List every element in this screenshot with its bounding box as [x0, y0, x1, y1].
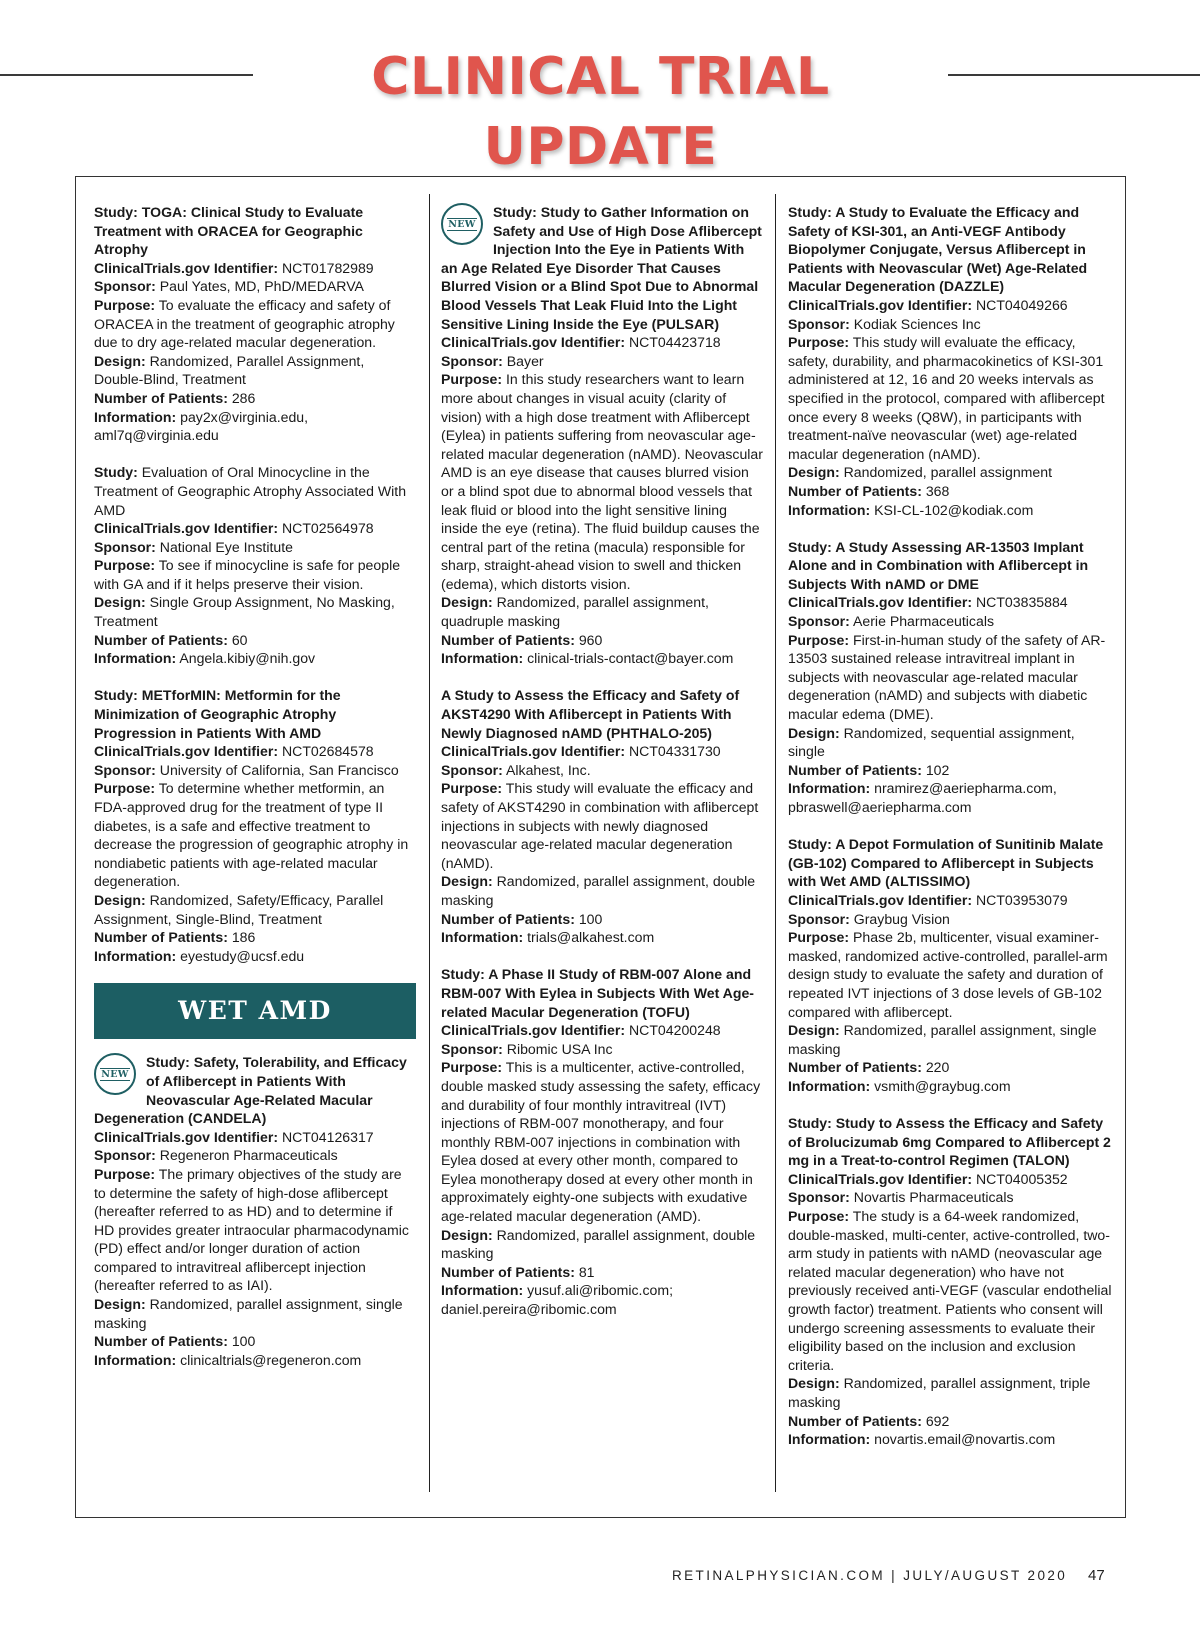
- patients-label: Number of Patients:: [788, 1412, 922, 1429]
- new-badge-icon: [441, 203, 483, 245]
- sponsor-line: [94, 277, 416, 296]
- sponsor-value: Aerie Pharmaceuticals: [853, 613, 994, 630]
- identifier-label: ClinicalTrials.gov Identifier:: [94, 743, 279, 760]
- sponsor-line: [788, 910, 1112, 929]
- identifier-label: ClinicalTrials.gov Identifier:: [441, 743, 626, 760]
- purpose-label: Purpose:: [441, 780, 503, 797]
- study-label: Study:: [94, 464, 138, 481]
- purpose-value: To determine whether metformin, an FDA-approved drug for the treatment of type II diabetes, is a safe and effective treatment to decrease the progression of geographic atrophy in nondiabetic patients with age-related macular degeneration.: [94, 780, 409, 890]
- design-label: Design:: [441, 1226, 493, 1243]
- sponsor-line: [788, 612, 1112, 631]
- patients-line: [94, 1332, 416, 1351]
- design-value: Randomized, parallel assignment: [843, 464, 1052, 481]
- patients-label: Number of Patients:: [441, 1263, 575, 1280]
- sponsor-label: Sponsor:: [441, 761, 503, 778]
- purpose-label: Purpose:: [441, 371, 503, 388]
- information-line: [94, 649, 416, 668]
- purpose-value: To see if minocycline is safe for people with GA and if it helps preserve their vision.: [94, 557, 401, 592]
- purpose-line: [94, 296, 416, 352]
- patients-value: 220: [925, 1059, 950, 1076]
- sponsor-value: Novartis Pharmaceuticals: [853, 1189, 1014, 1206]
- design-label: Design:: [441, 594, 493, 611]
- patients-value: 81: [578, 1263, 595, 1280]
- identifier-line: [788, 891, 1112, 910]
- design-line: [94, 593, 416, 630]
- purpose-line: [788, 333, 1112, 463]
- identifier-value: NCT02684578: [281, 743, 374, 760]
- sponsor-line: [441, 1040, 764, 1059]
- sponsor-label: Sponsor:: [788, 910, 850, 927]
- patients-label: Number of Patients:: [94, 1333, 228, 1350]
- information-line: [94, 1351, 416, 1370]
- study-title: Study: Study to Gather Information on Safety and Use of High Dose Aflibercept Injection Into the Eye in Patients With an Age Related Eye Disorder That Causes Blurred Vision or a Blind Spot Due to Abnormal Blood Vessels That Leak Fluid Into the Light Sensitive Lining Inside the Eye (PULSAR): [441, 204, 762, 332]
- information-line: [788, 1430, 1112, 1449]
- purpose-label: Purpose:: [94, 296, 156, 313]
- design-label: Design:: [94, 352, 146, 369]
- patients-value: 186: [231, 929, 256, 946]
- patients-label: Number of Patients:: [94, 389, 228, 406]
- study-entry: [441, 686, 764, 946]
- purpose-line: [788, 1207, 1112, 1374]
- study-title: Study: Study to Assess the Efficacy and Safety of Brolucizumab 6mg Compared to Aflibercept 2 mg in a Treat-to-control Regimen (TALON): [788, 1115, 1111, 1169]
- purpose-value: This study will evaluate the efficacy, safety, durability, and pharmacokinetics of KSI-301 administered at 12, 16 and 20 weeks intervals as specified in the protocol, compared with aflibercept once every 8 weeks (Q8W), in participants with treatment-naïve neovascular (wet) age-related macular degeneration (nAMD).: [788, 334, 1105, 462]
- patients-value: 100: [578, 910, 603, 927]
- identifier-line: [788, 1170, 1112, 1189]
- sponsor-line: [441, 761, 764, 780]
- design-value: Randomized, parallel assignment, single masking: [788, 1022, 1097, 1057]
- sponsor-line: [788, 1188, 1112, 1207]
- design-line: [788, 1021, 1112, 1058]
- information-label: Information:: [94, 1351, 177, 1368]
- information-line: [441, 928, 764, 947]
- purpose-line: [441, 370, 764, 593]
- study-title: Study: A Depot Formulation of Sunitinib Malate (GB-102) Compared to Aflibercept in Subjects with Wet AMD (ALTISSIMO): [788, 836, 1104, 890]
- patients-value: 100: [231, 1333, 256, 1350]
- sponsor-label: Sponsor:: [441, 352, 503, 369]
- patients-line: [788, 1058, 1112, 1077]
- study-entry: [441, 965, 764, 1318]
- section-banner-wet-amd: WET AMD: [94, 983, 416, 1039]
- patients-line: [788, 1412, 1112, 1431]
- page-number: 47: [1088, 1567, 1105, 1584]
- column-2: [441, 203, 764, 1337]
- sponsor-label: Sponsor:: [788, 315, 850, 332]
- sponsor-value: Kodiak Sciences Inc: [853, 315, 981, 332]
- new-badge-label: NEW: [448, 218, 476, 230]
- study-title: Study: A Study to Evaluate the Efficacy and Safety of KSI-301, an Anti-VEGF Antibody Biopolymer Conjugate, Versus Aflibercept in Patients with Neovascular (Wet) Age-Related Macular Degeneration (DAZZLE): [788, 204, 1088, 295]
- information-value: novartis.email@novartis.com: [874, 1431, 1056, 1448]
- design-label: Design:: [788, 464, 840, 481]
- sponsor-value: Regeneron Pharmaceuticals: [159, 1147, 338, 1164]
- patients-value: 286: [231, 389, 256, 406]
- sponsor-line: [94, 1146, 416, 1165]
- information-value: clinicaltrials@regeneron.com: [180, 1351, 362, 1368]
- patients-value: 368: [925, 482, 950, 499]
- sponsor-label: Sponsor:: [94, 538, 156, 555]
- identifier-label: ClinicalTrials.gov Identifier:: [94, 1128, 279, 1145]
- identifier-line: [94, 259, 416, 278]
- study-title: Study: A Study Assessing AR-13503 Implant Alone and in Combination with Aflibercept in Subjects With nAMD or DME: [788, 538, 1089, 592]
- column-3: [788, 203, 1112, 1467]
- design-label: Design:: [441, 873, 493, 890]
- patients-label: Number of Patients:: [441, 910, 575, 927]
- design-line: [788, 463, 1112, 482]
- patients-line: [94, 928, 416, 947]
- purpose-value: This study will evaluate the efficacy and safety of AKST4290 in combination with aflibercept injections in subjects with newly diagnosed neovascular age-related macular degeneration (nAMD).: [441, 780, 759, 871]
- information-label: Information:: [94, 408, 177, 425]
- design-line: [94, 352, 416, 389]
- identifier-line: [441, 742, 764, 761]
- purpose-line: [788, 928, 1112, 1021]
- sponsor-value: Bayer: [506, 352, 544, 369]
- new-badge-label: NEW: [101, 1068, 129, 1080]
- design-line: [94, 1295, 416, 1332]
- information-value: eyestudy@ucsf.edu: [180, 947, 305, 964]
- purpose-line: [441, 779, 764, 872]
- sponsor-value: University of California, San Francisco: [159, 761, 399, 778]
- purpose-value: Phase 2b, multicenter, visual examiner-masked, randomized active-controlled, parallel-arm design study to evaluate the safety and duration of repeated IVT injections of 3 dose levels of GB-102 compared with aflibercept.: [788, 929, 1108, 1020]
- sponsor-label: Sponsor:: [94, 278, 156, 295]
- identifier-label: ClinicalTrials.gov Identifier:: [441, 334, 626, 351]
- information-line: [788, 501, 1112, 520]
- sponsor-value: Alkahest, Inc.: [506, 761, 591, 778]
- information-value: KSI-CL-102@kodiak.com: [874, 501, 1034, 518]
- purpose-value: First-in-human study of the safety of AR-13503 sustained release intravitreal implant in subjects with neovascular age-related macular degeneration (nAMD) and subjects with diabetic macular edema (DME).: [788, 631, 1106, 723]
- purpose-line: [94, 779, 416, 891]
- identifier-value: NCT04200248: [628, 1022, 721, 1039]
- identifier-label: ClinicalTrials.gov Identifier:: [788, 1170, 973, 1187]
- sponsor-label: Sponsor:: [94, 761, 156, 778]
- identifier-value: NCT01782989: [281, 259, 374, 276]
- study-entry: [94, 203, 416, 445]
- information-line: [788, 1077, 1112, 1096]
- identifier-value: NCT03835884: [975, 594, 1068, 611]
- purpose-label: Purpose:: [94, 780, 156, 797]
- purpose-value: The primary objectives of the study are to determine the safety of high-dose aflibercept (hereafter referred to as HD) and to determine if HD provides greater intraocular pharmacodynamic (PD) effect and/or longer duration of action compared to intravitreal aflibercept injection (hereafter referred to as IAI).: [94, 1165, 409, 1294]
- design-line: [788, 724, 1112, 761]
- identifier-label: ClinicalTrials.gov Identifier:: [94, 259, 279, 276]
- identifier-label: ClinicalTrials.gov Identifier:: [788, 594, 973, 611]
- design-value: Randomized, parallel assignment, triple masking: [788, 1375, 1091, 1410]
- purpose-line: [788, 631, 1112, 724]
- study-entry: [788, 538, 1112, 817]
- design-value: Randomized, parallel assignment, single masking: [94, 1296, 403, 1331]
- information-label: Information:: [788, 780, 871, 797]
- patients-value: 692: [925, 1412, 950, 1429]
- patients-label: Number of Patients:: [788, 1059, 922, 1076]
- identifier-label: ClinicalTrials.gov Identifier:: [441, 1022, 626, 1039]
- patients-label: Number of Patients:: [441, 631, 575, 648]
- information-value: trials@alkahest.com: [527, 929, 655, 946]
- identifier-value: NCT03953079: [975, 891, 1068, 908]
- column-1: [94, 203, 416, 1388]
- identifier-line: [788, 593, 1112, 612]
- patients-line: [94, 631, 416, 650]
- sponsor-label: Sponsor:: [94, 1147, 156, 1164]
- study-entry: [441, 203, 764, 668]
- header-rule-left: [0, 74, 253, 76]
- purpose-line: [94, 556, 416, 593]
- study-title: Study: METforMIN: Metformin for the Minimization of Geographic Atrophy Progression in Patients With AMD: [94, 687, 341, 741]
- information-line: [788, 779, 1112, 816]
- patients-label: Number of Patients:: [94, 929, 228, 946]
- purpose-value: This is a multicenter, active-controlled, double masked study assessing the safety, efficacy and durability of four monthly intravitreal (IVT) injections of RBM-007 monotherapy, and four monthly RBM-007 injections in combination with Eylea dosed at every other month, compared to Eylea monotherapy dosed at every other month in approximately eighty-one subjects with exudative age-related macular degeneration (AMD).: [441, 1059, 761, 1225]
- information-value: pay2x@virginia.edu, aml7q@virginia.edu: [94, 408, 309, 444]
- information-line: [441, 1281, 764, 1318]
- sponsor-value: Graybug Vision: [853, 910, 950, 927]
- sponsor-line: [94, 761, 416, 780]
- identifier-value: NCT04005352: [975, 1170, 1068, 1187]
- page-title: CLINICAL TRIAL UPDATE: [371, 47, 830, 177]
- design-label: Design:: [788, 1375, 840, 1392]
- information-label: Information:: [788, 1077, 871, 1094]
- patients-line: [788, 761, 1112, 780]
- purpose-label: Purpose:: [94, 1165, 156, 1182]
- identifier-label: ClinicalTrials.gov Identifier:: [788, 891, 973, 908]
- information-value: clinical-trials-contact@bayer.com: [527, 650, 734, 667]
- purpose-line: [94, 1165, 416, 1295]
- study-title: Study: TOGA: Clinical Study to Evaluate Treatment with ORACEA for Geographic Atrophy: [94, 204, 364, 258]
- identifier-value: NCT04331730: [628, 743, 721, 760]
- header-rule-right: [948, 74, 1200, 76]
- information-value: nramirez@aeriepharma.com, pbraswell@aeriepharma.com: [788, 780, 1057, 815]
- study-entry: [788, 203, 1112, 519]
- design-value: Single Group Assignment, No Masking, Treatment: [94, 594, 395, 630]
- design-value: Randomized, Parallel Assignment, Double-Blind, Treatment: [94, 352, 365, 388]
- identifier-label: ClinicalTrials.gov Identifier:: [94, 520, 279, 537]
- purpose-value: In this study researchers want to learn more about changes in visual acuity (clarity of vision) with a high dose treatment with Aflibercept (Eylea) in patients suffering from neovascular age-related macular degeneration (nAMD). Neovascular AMD is an eye disease that causes blurred vision or a blind spot due to abnormal blood vessels that leak fluid or blood into the light sensitive lining inside the eye (retina). The fluid buildup causes the central part of the retina (macula) responsible for sharp, straight-ahead vision to swell and thicken (edema), which distorts vision.: [441, 371, 763, 592]
- patients-value: 960: [578, 631, 603, 648]
- patients-label: Number of Patients:: [788, 761, 922, 778]
- purpose-label: Purpose:: [441, 1059, 503, 1076]
- design-label: Design:: [94, 594, 146, 611]
- patients-line: [441, 910, 764, 929]
- purpose-line: [441, 1058, 764, 1225]
- study-entry: [94, 1053, 416, 1369]
- sponsor-line: [788, 315, 1112, 334]
- purpose-value: The study is a 64-week randomized, double-masked, multi-center, active-controlled, two-arm study in patients with nAMD (neovascular age related macular degeneration) who have not previously received anti-VEGF (vascular endothelial growth factor) treatment. Patients who consent will undergo screening assessments to evaluate their eligibility based on the inclusion and exclusion criteria.: [788, 1208, 1112, 1373]
- design-value: Randomized, parallel assignment, double masking: [441, 1226, 756, 1262]
- design-value: Randomized, parallel assignment, double masking: [441, 873, 756, 908]
- identifier-label: ClinicalTrials.gov Identifier:: [788, 296, 973, 313]
- column-divider: [775, 194, 776, 1492]
- design-label: Design:: [94, 1296, 146, 1313]
- study-title: Study: Safety, Tolerability, and Efficacy of Aflibercept in Patients With Neovascular Age-Related Macular Degeneration (CANDELA): [94, 1054, 407, 1127]
- sponsor-value: Paul Yates, MD, PhD/MEDARVA: [159, 278, 364, 295]
- design-value: Randomized, parallel assignment, quadruple masking: [441, 594, 709, 630]
- purpose-label: Purpose:: [788, 1208, 850, 1225]
- design-label: Design:: [94, 891, 146, 908]
- design-value: Randomized, sequential assignment, single: [788, 724, 1075, 760]
- patients-value: 60: [231, 631, 248, 648]
- design-line: [441, 1226, 764, 1263]
- identifier-line: [94, 742, 416, 761]
- information-line: [441, 649, 764, 668]
- patients-line: [441, 1263, 764, 1282]
- study-entry: [94, 686, 416, 965]
- purpose-label: Purpose:: [788, 334, 850, 351]
- design-label: Design:: [788, 1022, 840, 1039]
- design-line: [94, 891, 416, 928]
- patients-label: Number of Patients:: [94, 631, 228, 648]
- footer-publication: RETINALPHYSICIAN.COM | JULY/AUGUST 2020: [672, 1568, 1068, 1583]
- patients-line: [441, 631, 764, 650]
- information-line: [94, 947, 416, 966]
- sponsor-label: Sponsor:: [441, 1040, 503, 1057]
- study-entry: [788, 835, 1112, 1095]
- identifier-line: [94, 519, 416, 538]
- study-entry: [788, 1114, 1112, 1449]
- information-label: Information:: [94, 650, 177, 667]
- design-line: [441, 872, 764, 909]
- information-value: vsmith@graybug.com: [874, 1077, 1011, 1094]
- study-title: Evaluation of Oral Minocycline in the Treatment of Geographic Atrophy Associated With AMD: [94, 464, 407, 518]
- identifier-value: NCT02564978: [281, 520, 374, 537]
- purpose-label: Purpose:: [788, 929, 850, 946]
- study-title-line: [94, 463, 416, 519]
- sponsor-line: [441, 352, 764, 371]
- identifier-line: [94, 1128, 416, 1147]
- sponsor-line: [94, 538, 416, 557]
- information-value: Angela.kibiy@nih.gov: [179, 650, 316, 667]
- design-label: Design:: [788, 724, 840, 741]
- design-value: Randomized, Safety/Efficacy, Parallel Assignment, Single-Blind, Treatment: [94, 891, 384, 927]
- information-label: Information:: [94, 947, 177, 964]
- study-entry: [94, 463, 416, 668]
- purpose-label: Purpose:: [94, 557, 156, 574]
- identifier-line: [788, 296, 1112, 315]
- patients-line: [94, 389, 416, 408]
- design-line: [788, 1374, 1112, 1411]
- information-line: [94, 408, 416, 445]
- identifier-line: [441, 1021, 764, 1040]
- patients-label: Number of Patients:: [788, 482, 922, 499]
- sponsor-value: Ribomic USA Inc: [506, 1040, 613, 1057]
- identifier-value: NCT04126317: [281, 1128, 374, 1145]
- information-label: Information:: [788, 1431, 871, 1448]
- identifier-value: NCT04423718: [628, 334, 721, 351]
- column-divider: [429, 194, 430, 1492]
- patients-line: [788, 482, 1112, 501]
- study-title: Study: A Phase II Study of RBM-007 Alone and RBM-007 With Eylea in Subjects With Wet Age-related Macular Degeneration (TOFU): [441, 966, 754, 1020]
- patients-value: 102: [925, 761, 950, 778]
- purpose-value: To evaluate the efficacy and safety of ORACEA in the treatment of geographic atrophy due to dry age-related macular degeneration.: [94, 296, 395, 351]
- information-label: Information:: [441, 650, 524, 667]
- sponsor-label: Sponsor:: [788, 1189, 850, 1206]
- information-label: Information:: [788, 501, 871, 518]
- identifier-value: NCT04049266: [975, 296, 1068, 313]
- information-value: yusuf.ali@ribomic.com; daniel.pereira@ribomic.com: [441, 1282, 674, 1318]
- design-line: [441, 593, 764, 630]
- sponsor-label: Sponsor:: [788, 613, 850, 630]
- purpose-label: Purpose:: [788, 631, 850, 648]
- sponsor-value: National Eye Institute: [159, 538, 293, 555]
- information-label: Information:: [441, 1282, 524, 1299]
- identifier-line: [441, 333, 764, 352]
- study-title: A Study to Assess the Efficacy and Safety of AKST4290 With Aflibercept in Patients With Newly Diagnosed nAMD (PHTHALO-205): [441, 687, 740, 741]
- information-label: Information:: [441, 929, 524, 946]
